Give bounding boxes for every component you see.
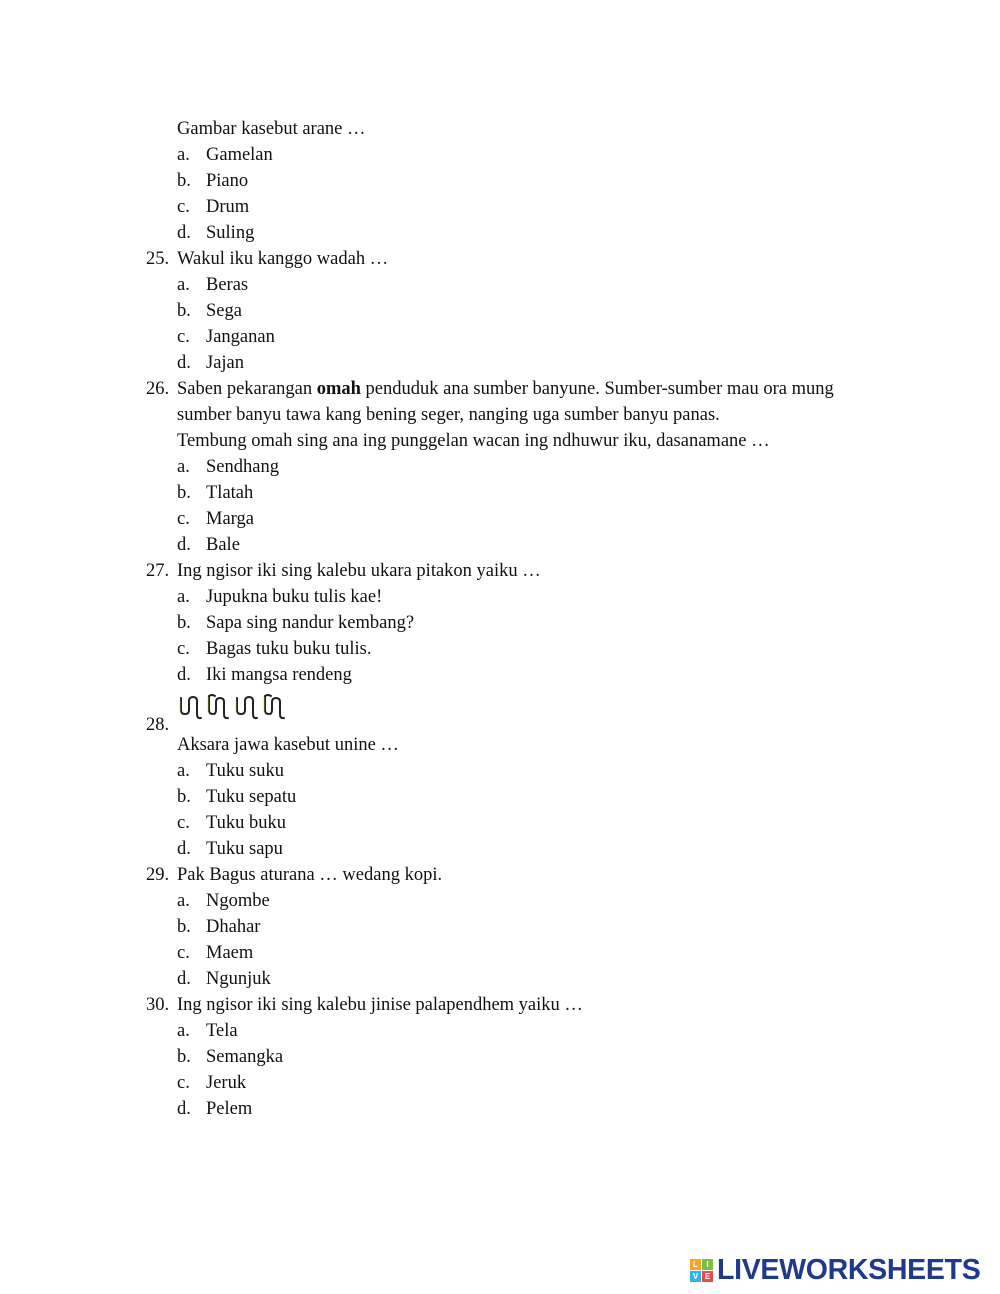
option-letter: b.: [177, 301, 191, 321]
option-text[interactable]: Ngombe: [206, 891, 270, 911]
option-letter: a.: [177, 275, 190, 295]
option-letter: c.: [177, 943, 190, 963]
logo-grid-cell: V: [690, 1271, 701, 1282]
highlighted-word: omah: [316, 379, 361, 399]
option-text[interactable]: Piano: [206, 171, 249, 191]
option-letter: a.: [177, 457, 190, 477]
question-26-prompt: Tembung omah sing ana ing punggelan wacan ing ndhuwur iku, dasanamane …: [177, 431, 770, 451]
option-text[interactable]: Tlatah: [206, 483, 254, 503]
logo-grid-cell: E: [702, 1271, 713, 1282]
option-text[interactable]: Ngunjuk: [206, 969, 271, 989]
option-letter: d.: [177, 223, 191, 243]
option-text[interactable]: Jeruk: [206, 1073, 247, 1093]
question-25-text: Wakul iku kanggo wadah …: [177, 249, 389, 269]
option-text[interactable]: Tuku sapu: [206, 839, 283, 859]
question-26-text: [177, 378, 834, 400]
option-letter: d.: [177, 665, 191, 685]
question-number: 25.: [146, 249, 170, 269]
option-text[interactable]: Suling: [206, 223, 255, 243]
option-letter: c.: [177, 509, 190, 529]
option-text[interactable]: Tuku suku: [206, 761, 284, 781]
option-letter: a.: [177, 761, 190, 781]
option-letter: d.: [177, 353, 191, 373]
option-text[interactable]: Janganan: [206, 327, 275, 347]
option-letter: c.: [177, 813, 190, 833]
option-letter: b.: [177, 483, 191, 503]
option-letter: b.: [177, 613, 191, 633]
option-letter: c.: [177, 1073, 190, 1093]
option-letter: d.: [177, 969, 191, 989]
option-letter: d.: [177, 1099, 191, 1119]
option-text[interactable]: Tuku sepatu: [206, 787, 297, 807]
option-letter: b.: [177, 787, 191, 807]
logo-text: LIVEWORKSHEETS: [717, 1253, 981, 1286]
liveworksheets-logo[interactable]: [690, 1253, 980, 1287]
option-text[interactable]: Sendhang: [206, 457, 279, 477]
option-text[interactable]: Sega: [206, 301, 242, 321]
option-text[interactable]: Gamelan: [206, 145, 273, 165]
option-letter: b.: [177, 171, 191, 191]
option-text[interactable]: Iki mangsa rendeng: [206, 665, 352, 685]
question-28-text: Aksara jawa kasebut unine …: [177, 735, 399, 755]
option-letter: d.: [177, 839, 191, 859]
option-letter: c.: [177, 327, 190, 347]
option-text[interactable]: Semangka: [206, 1047, 284, 1067]
option-text[interactable]: Beras: [206, 275, 249, 295]
option-text[interactable]: Jajan: [206, 353, 245, 373]
option-letter: d.: [177, 535, 191, 555]
question-26-text-line: sumber banyu tawa kang bening seger, nanging uga sumber banyu panas.: [177, 405, 720, 425]
option-letter: a.: [177, 891, 190, 911]
logo-grid-cell: L: [690, 1259, 701, 1270]
option-letter: c.: [177, 197, 190, 217]
question-26-text-part: Saben pekarangan: [177, 379, 317, 399]
question-number: 29.: [146, 865, 170, 885]
logo-grid-icon: [690, 1259, 713, 1282]
question-30-text: Ing ngisor iki sing kalebu jinise palapendhem yaiku …: [177, 995, 583, 1015]
logo-grid-cell: I: [702, 1259, 713, 1270]
option-text[interactable]: Marga: [206, 509, 254, 529]
question-number: 26.: [146, 379, 170, 399]
option-text[interactable]: Jupukna buku tulis kae!: [206, 587, 383, 607]
option-letter: c.: [177, 639, 190, 659]
question-26-text-part: penduduk ana sumber banyune. Sumber-sumber mau ora mung: [360, 379, 834, 399]
option-text[interactable]: Drum: [206, 197, 250, 217]
option-letter: a.: [177, 587, 190, 607]
option-text[interactable]: Maem: [206, 943, 254, 963]
option-text[interactable]: Sapa sing nandur kembang?: [206, 613, 415, 633]
option-text[interactable]: Tuku buku: [206, 813, 287, 833]
option-text[interactable]: Bale: [206, 535, 240, 555]
javanese-script-image: [178, 692, 290, 722]
option-letter: b.: [177, 917, 191, 937]
option-letter: a.: [177, 1021, 190, 1041]
question-27-text: Ing ngisor iki sing kalebu ukara pitakon yaiku …: [177, 561, 541, 581]
question-number: 27.: [146, 561, 170, 581]
option-letter: a.: [177, 145, 190, 165]
option-text[interactable]: Tela: [206, 1021, 238, 1041]
question-number: 30.: [146, 995, 170, 1015]
question-29-text: Pak Bagus aturana … wedang kopi.: [177, 865, 443, 885]
option-text[interactable]: Dhahar: [206, 917, 261, 937]
question-24-text: Gambar kasebut arane …: [177, 119, 366, 139]
option-letter: b.: [177, 1047, 191, 1067]
option-text[interactable]: Bagas tuku buku tulis.: [206, 639, 372, 659]
option-text[interactable]: Pelem: [206, 1099, 253, 1119]
question-number: 28.: [146, 715, 170, 735]
